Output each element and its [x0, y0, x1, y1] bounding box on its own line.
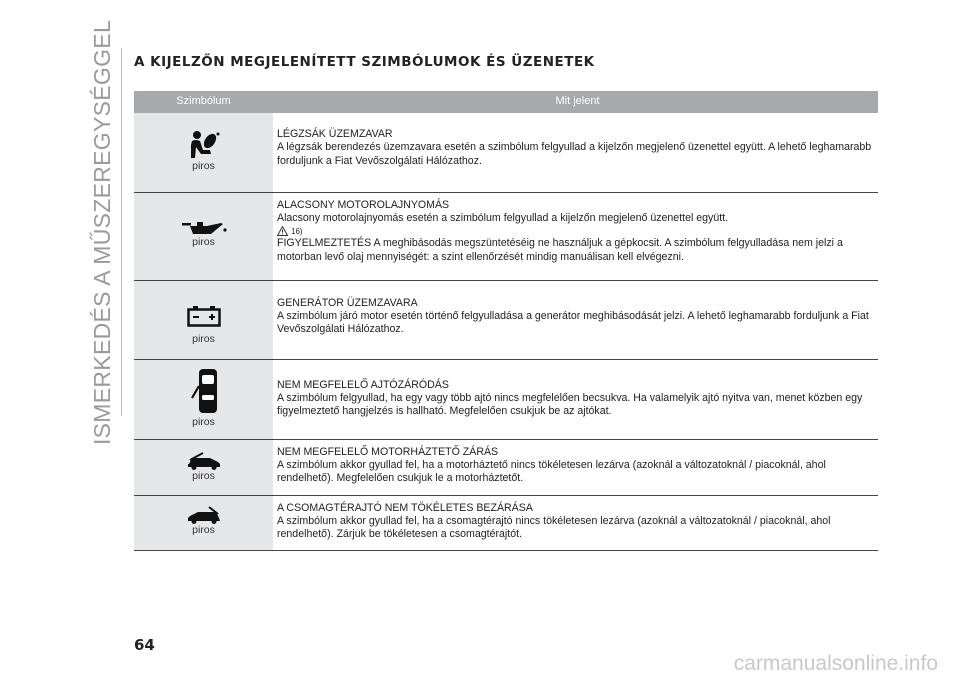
reference-number: 16) — [291, 226, 303, 236]
battery-icon — [187, 305, 221, 327]
description-cell — [277, 439, 878, 495]
description-cell — [277, 280, 878, 359]
symbol-cell — [134, 192, 273, 280]
row-warning: FIGYELMEZTETÉS A meghibásodás megszüntetéséig ne használjuk a gépkocsit. A szimbólum felgyulladása nem jelzi a motorban levő olaj mennyiségét: a szint ellenőrzését mindig manuálisan kell elvégezni. — [277, 237, 843, 263]
warning-reference — [277, 225, 878, 237]
description-cell — [277, 192, 878, 280]
table-row — [134, 192, 878, 280]
side-section-title-text: ISMERKEDÉS A MŰSZEREGYSÉGGEL — [89, 19, 116, 445]
airbag-warning-icon — [187, 130, 221, 160]
page-title: A KIJELZŐN MEGJELENÍTETT SZIMBÓLUMOK ÉS ÜZENETEK — [134, 54, 595, 70]
row-text: A légzsák berendezés üzemzavara esetén a szimbólum felgyullad a kijelzőn megjelenő üzenettel együtt. A lehető leghamarabb forduljunk a Fiat Vevőszolgálati Hálózathoz. — [277, 141, 872, 167]
page-number: 64 — [134, 636, 155, 654]
row-text: A szimbólum akkor gyullad fel, ha a csomagtérajtó nincs tökéletesen lezárva (azoknál a változatoknál / piacoknál, ahol rendelhető). Zárjuk be tökéletesen a csomagtérajtót. — [277, 514, 831, 541]
watermark: carmanualsonline.info — [733, 652, 938, 675]
header-symbol: Szimbólum — [134, 91, 273, 113]
row-title: NEM MEGFELELŐ AJTÓZÁRÓDÁS — [277, 378, 449, 391]
symbol-color-label: piros — [192, 469, 215, 482]
description-cell — [277, 359, 878, 439]
row-text: A szimbólum járó motor esetén történő felgyulladása a generátor meghibásodását jelzi. A lehető leghamarabb forduljunk a Fiat Vevőszolgálati Hálózathoz. — [277, 309, 869, 336]
table-row — [134, 495, 878, 550]
symbol-cell — [134, 359, 273, 439]
bonnet-open-icon — [185, 452, 223, 470]
symbol-cell — [134, 439, 273, 495]
table-row — [134, 113, 878, 192]
row-title: A CSOMAGTÉRAJTÓ NEM TÖKÉLETES BEZÁRÁSA — [277, 501, 533, 514]
table-row — [134, 359, 878, 439]
symbols-table — [134, 91, 878, 551]
description-cell — [277, 495, 878, 550]
symbol-cell — [134, 280, 273, 359]
row-text: Alacsony motorolajnyomás esetén a szimbólum felgyullad a kijelzőn megjelenő üzenettel együtt. — [277, 211, 729, 224]
oil-can-icon — [181, 220, 227, 236]
symbol-color-label: piros — [192, 415, 215, 428]
row-title: ALACSONY MOTOROLAJNYOMÁS — [277, 198, 450, 211]
side-section-title — [86, 19, 120, 445]
row-text: A szimbólum akkor gyullad fel, ha a motorháztető nincs tökéletesen lezárva (azoknál a változatoknál / piacoknál, ahol rendelhető). Megfelelően csukjuk le a motorháztetőt. — [277, 458, 826, 485]
door-open-icon — [189, 368, 219, 414]
symbol-color-label: piros — [192, 160, 215, 172]
table-row — [134, 280, 878, 359]
header-meaning: Mit jelent — [277, 91, 878, 113]
row-title: LÉGZSÁK ÜZEMZAVAR — [277, 128, 393, 140]
symbol-cell — [134, 495, 273, 550]
warning-triangle-icon — [277, 226, 288, 236]
table-header-row — [134, 91, 878, 113]
trunk-open-icon — [185, 506, 223, 524]
description-cell — [277, 113, 878, 192]
row-title: GENERÁTOR ÜZEMZAVARA — [277, 296, 418, 309]
symbol-cell — [134, 113, 273, 192]
row-title: NEM MEGFELELŐ MOTORHÁZTETŐ ZÁRÁS — [277, 445, 499, 458]
symbol-color-label: piros — [192, 523, 215, 536]
symbol-color-label: piros — [192, 235, 215, 248]
side-divider — [121, 48, 122, 416]
table-row — [134, 439, 878, 495]
row-text: A szimbólum felgyullad, ha egy vagy több ajtó nincs megfelelően becsukva. Ha valamelyik ajtó nyitva van, menet közben egy figyelmeztető hangjelzés is hallható. Megfelelően csukjuk be az ajtókat. — [277, 391, 863, 418]
symbol-color-label: piros — [192, 332, 215, 345]
